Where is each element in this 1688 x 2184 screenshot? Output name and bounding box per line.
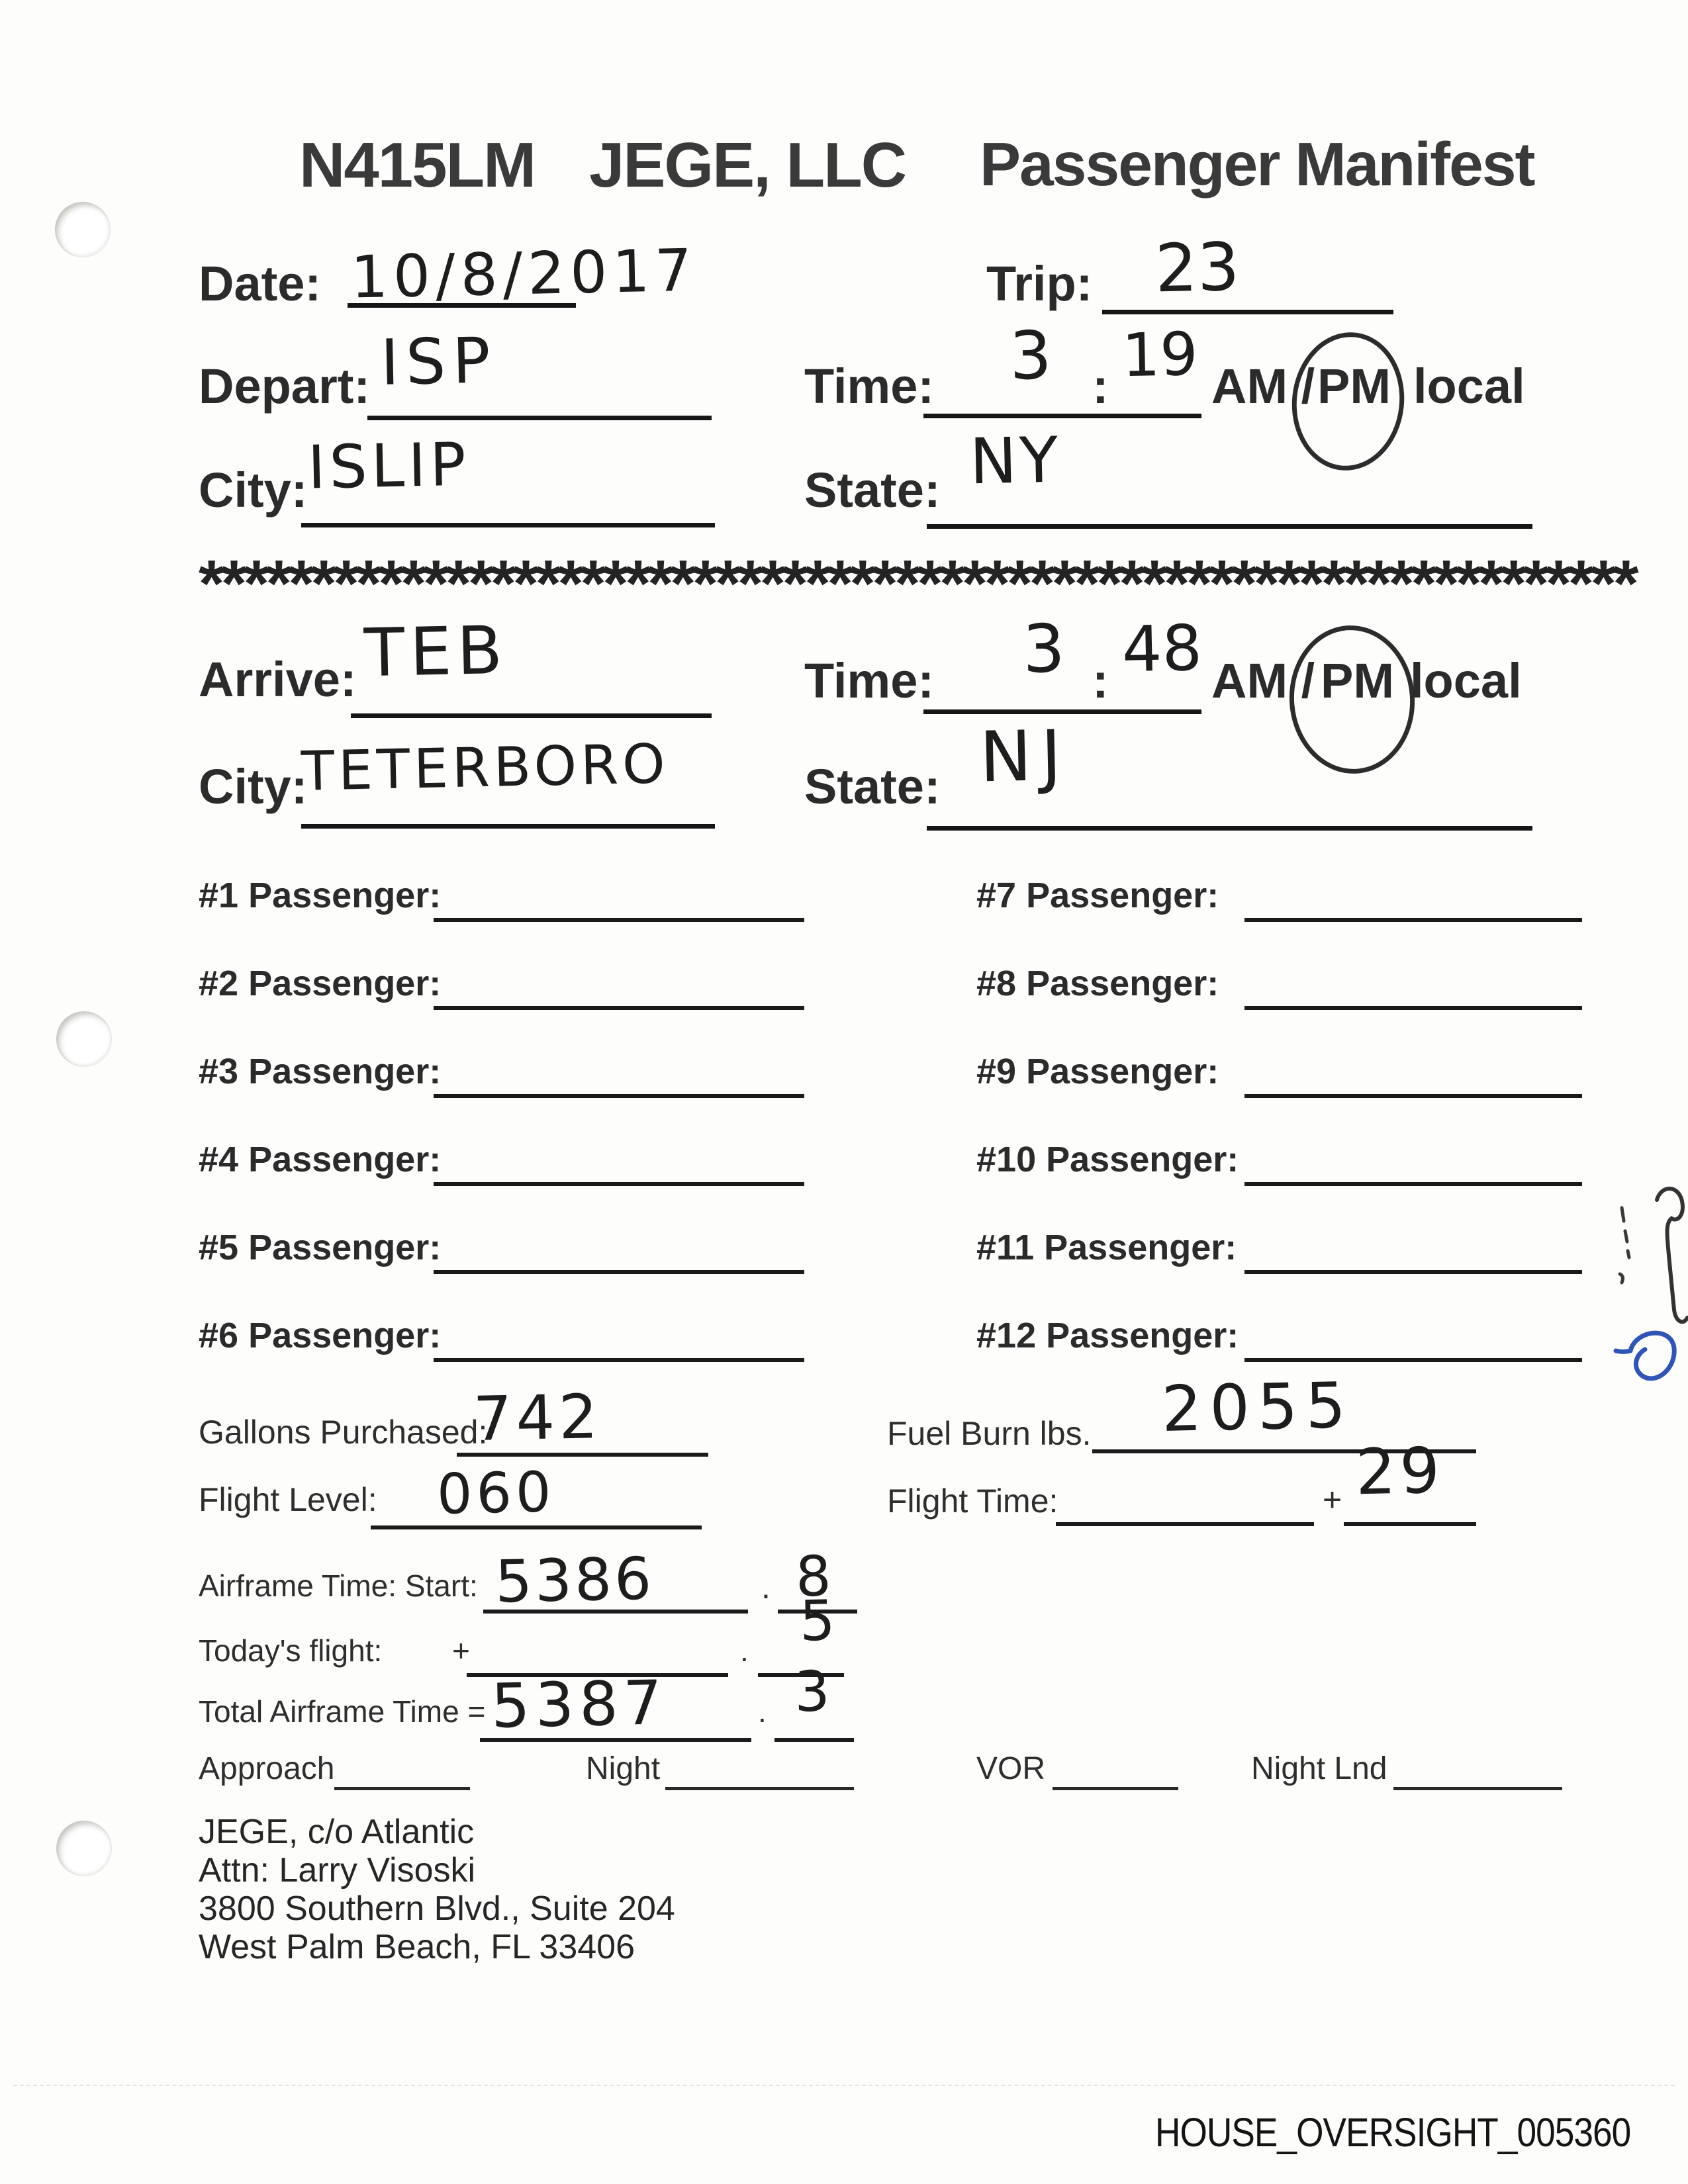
arrive-city-label: City: [199, 759, 308, 814]
passenger-10-underline [1244, 1182, 1582, 1186]
airframe-start-label: Airframe Time: Start: [199, 1569, 478, 1603]
total-airframe-label: Total Airframe Time = [199, 1694, 486, 1729]
passenger-3-underline [434, 1094, 804, 1098]
depart-label: Depart: [199, 359, 371, 414]
arrive-pm-label: PM [1321, 653, 1394, 708]
margin-annotations [1585, 1175, 1688, 1393]
flight-level-underline [371, 1525, 702, 1529]
todays-flight-label: Today's flight: [199, 1633, 383, 1668]
hole-punch-bottom [56, 1821, 112, 1876]
total-airframe-decimal-point: . [758, 1694, 767, 1729]
depart-airport-value: ISP [379, 324, 498, 400]
footer-address-line-4: West Palm Beach, FL 33406 [199, 1928, 635, 1966]
gallons-purchased-label: Gallons Purchased: [199, 1414, 488, 1451]
passenger-4-underline [434, 1182, 804, 1186]
arrive-state-label: State: [804, 759, 941, 814]
passenger-2-label: #2 Passenger: [199, 964, 442, 1003]
flight-time-plus: + [1323, 1481, 1342, 1518]
passenger-5-underline [434, 1270, 804, 1274]
passenger-5-label: #5 Passenger: [199, 1228, 442, 1267]
passenger-7-underline [1244, 918, 1582, 922]
flight-time-label: Flight Time: [887, 1482, 1058, 1520]
trip-value: 23 [1154, 228, 1241, 308]
passenger-10-label: #10 Passenger: [976, 1140, 1239, 1179]
passenger-4-label: #4 Passenger: [199, 1140, 442, 1179]
depart-am-label: AM / [1211, 359, 1315, 414]
fuel-burn-label: Fuel Burn lbs. [887, 1415, 1092, 1452]
depart-local-label: local [1413, 359, 1525, 414]
arrive-hour-value: 3 [1021, 610, 1066, 688]
airframe-start-decimal-point: . [761, 1569, 771, 1606]
flight-time-underline-2 [1344, 1522, 1476, 1526]
depart-hour-value: 3 [1008, 316, 1053, 395]
blue-loop-mark [1616, 1333, 1674, 1379]
total-airframe-decimal-value: 3 [793, 1659, 831, 1725]
depart-city-label: City: [199, 463, 308, 518]
date-value: 10/8/2017 [350, 236, 698, 312]
passenger-9-underline [1244, 1094, 1582, 1098]
trip-label: Trip: [986, 256, 1093, 311]
depart-time-label: Time: [804, 359, 935, 414]
hole-punch-middle [56, 1011, 112, 1067]
trip-underline [1102, 310, 1393, 314]
night-lnd-label: Night Lnd [1251, 1751, 1387, 1786]
arrive-pm-circle-mark [1284, 621, 1419, 778]
black-comma-scribble [1620, 1274, 1622, 1283]
arrive-time-underline [923, 709, 1201, 714]
passenger-2-underline [434, 1006, 804, 1010]
arrive-time-label: Time: [804, 653, 935, 708]
passenger-11-underline [1244, 1270, 1582, 1274]
passenger-3-label: #3 Passenger: [199, 1052, 442, 1091]
todays-flight-plus: + [452, 1633, 470, 1668]
passenger-7-label: #7 Passenger: [976, 876, 1219, 915]
footer-address-line-1: JEGE, c/o Atlantic [199, 1813, 475, 1851]
depart-city-underline [301, 523, 715, 527]
flight-time-value: 29 [1354, 1434, 1445, 1510]
footer-address-line-2: Attn: Larry Visoski [199, 1851, 476, 1889]
depart-pm-circle-mark [1286, 327, 1411, 477]
passenger-9-label: #9 Passenger: [976, 1052, 1219, 1091]
arrive-local-label: local [1410, 653, 1522, 708]
passenger-6-underline [434, 1358, 804, 1362]
airframe-start-decimal-value: 8 [794, 1543, 832, 1610]
night-lnd-underline [1393, 1787, 1562, 1790]
passenger-8-label: #8 Passenger: [976, 964, 1219, 1003]
passenger-1-label: #1 Passenger: [199, 876, 442, 915]
depart-state-underline [927, 524, 1532, 529]
depart-time-colon: : [1092, 359, 1109, 414]
passenger-12-underline [1244, 1358, 1582, 1362]
gallons-value: 742 [472, 1381, 602, 1455]
black-hook-scribble [1657, 1189, 1687, 1322]
approach-label: Approach [199, 1751, 335, 1786]
passenger-6-label: #6 Passenger: [199, 1316, 442, 1355]
footer-address-line-3: 3800 Southern Blvd., Suite 204 [199, 1889, 675, 1928]
arrive-city-underline [301, 824, 715, 829]
depart-underline [367, 416, 712, 420]
arrive-airport-value: TEB [363, 611, 509, 692]
todays-flight-decimal-value: 5 [798, 1588, 836, 1654]
todays-flight-decimal-point: . [740, 1633, 749, 1668]
date-label: Date: [199, 256, 322, 311]
hole-punch-top [55, 202, 111, 257]
approach-underline [334, 1787, 470, 1790]
depart-time-underline [923, 414, 1201, 418]
scan-artifact-line [13, 2085, 1675, 2086]
black-exclamation-scribble [1622, 1208, 1629, 1257]
depart-state-value: NY [968, 424, 1062, 499]
night-label: Night [586, 1751, 661, 1786]
depart-pm-label: PM [1317, 359, 1391, 414]
vor-label: VOR [976, 1751, 1046, 1786]
depart-minutes-value: 19 [1121, 319, 1199, 391]
flight-level-value: 060 [436, 1459, 556, 1527]
airframe-start-whole-value: 5386 [494, 1544, 655, 1616]
night-underline [665, 1787, 854, 1790]
arrive-time-colon: : [1092, 653, 1109, 708]
flight-level-label: Flight Level: [199, 1481, 377, 1518]
passenger-11-label: #11 Passenger: [976, 1228, 1237, 1267]
bates-stamp: HOUSE_OVERSIGHT_005360 [1155, 2109, 1631, 2155]
document-title: Passenger Manifest [980, 130, 1534, 199]
passenger-1-underline [434, 918, 804, 922]
aircraft-tail-number: N415LM [299, 130, 536, 201]
fuel-burn-value: 2055 [1160, 1369, 1354, 1447]
flight-time-underline [1056, 1522, 1314, 1526]
arrive-state-underline [927, 826, 1532, 831]
passenger-12-label: #12 Passenger: [976, 1316, 1239, 1355]
total-airframe-whole-value: 5387 [490, 1667, 669, 1742]
company-name: JEGE, LLC [589, 130, 906, 201]
arrive-am-label: AM / [1211, 653, 1315, 708]
asterisk-separator: **************************************************************** [199, 547, 1636, 621]
arrive-minutes-value: 48 [1121, 612, 1203, 687]
arrive-city-value: TETERBORO [301, 733, 670, 803]
depart-state-label: State: [804, 463, 941, 518]
depart-city-value: ISLIP [306, 430, 471, 503]
total-airframe-decimal-underline [774, 1738, 854, 1742]
arrive-underline [351, 713, 712, 718]
passenger-8-underline [1244, 1006, 1582, 1010]
arrive-label: Arrive: [199, 652, 357, 707]
vor-underline [1053, 1787, 1178, 1790]
arrive-state-value: NJ [978, 715, 1072, 798]
